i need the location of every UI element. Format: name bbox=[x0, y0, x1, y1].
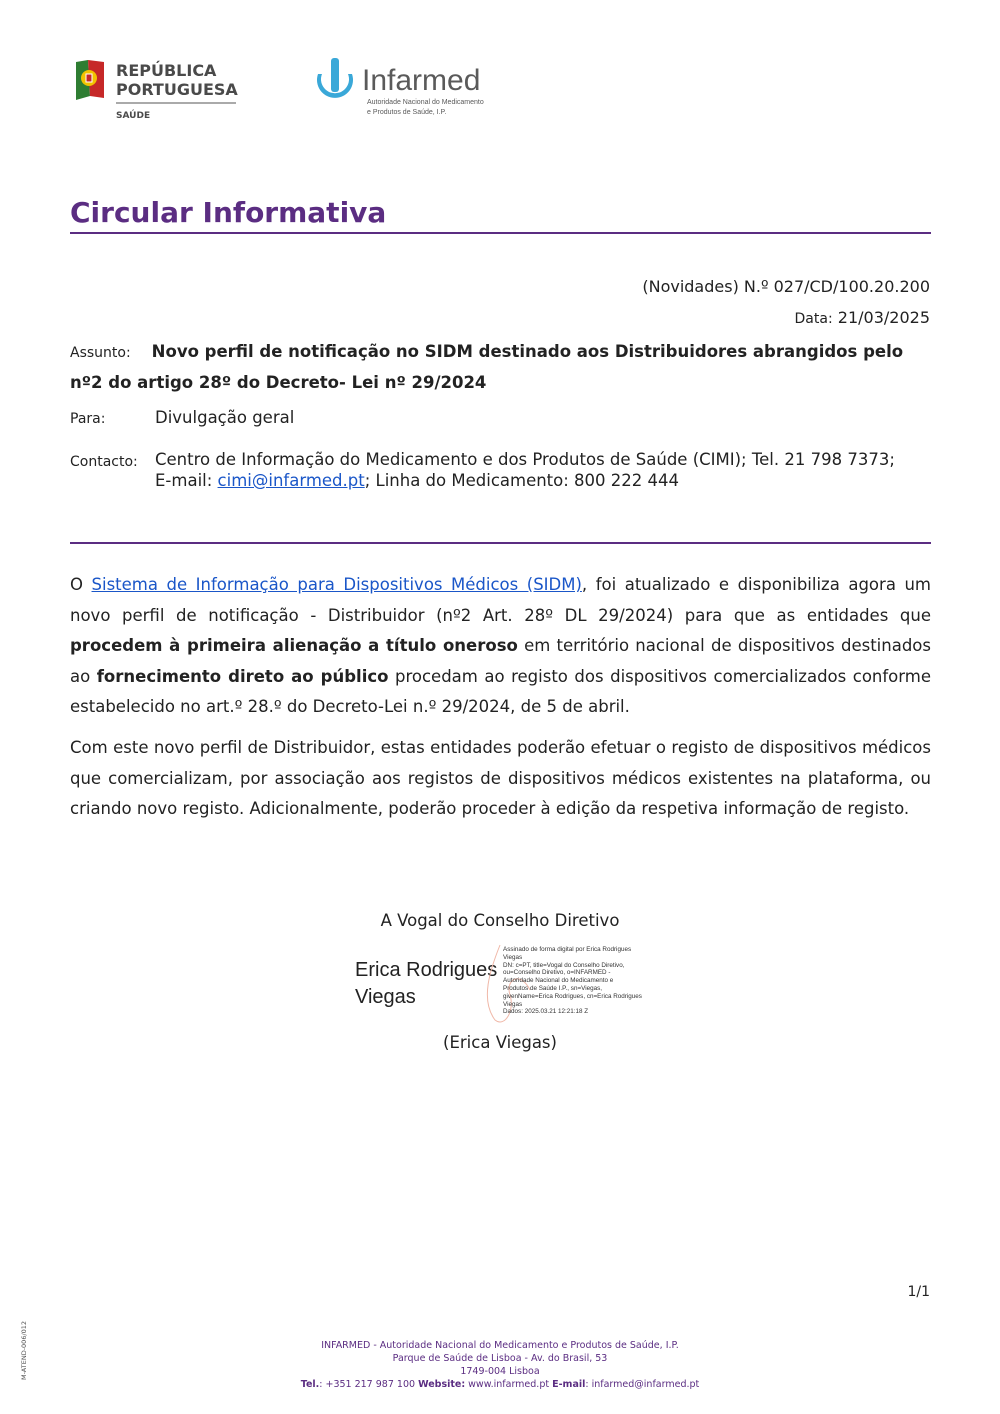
republica-portuguesa-logo bbox=[70, 56, 245, 124]
footer-tel: : +351 217 987 100 bbox=[319, 1379, 419, 1390]
date-value: 21/03/2025 bbox=[837, 308, 930, 327]
subject-text: Novo perfil de notificação no SIDM destinado aos Distribuidores abrangidos pelo nº2 do artigo 28º do Decreto- Lei nº 29/2024 bbox=[70, 342, 904, 392]
logo-line1: REPÚBLICA bbox=[116, 61, 217, 80]
footer-line3: 1749-004 Lisboa bbox=[460, 1366, 540, 1377]
p1-text-1: O bbox=[70, 575, 92, 594]
document-date bbox=[795, 308, 930, 327]
form-code: M-ATEND-006/012 bbox=[20, 1320, 28, 1380]
signature-title: A Vogal do Conselho Diretivo bbox=[380, 911, 620, 930]
title-divider bbox=[70, 232, 931, 234]
contact-suffix: ; Linha do Medicamento: 800 222 444 bbox=[364, 471, 680, 490]
footer-email[interactable]: : infarmed@infarmed.pt bbox=[585, 1379, 700, 1390]
footer-line2: Parque de Saúde de Lisboa - Av. do Brasil, 53 bbox=[392, 1353, 608, 1364]
contact-line1: Centro de Informação do Medicamento e dos Produtos de Saúde (CIMI); Tel. 21 798 7373; bbox=[155, 450, 895, 469]
document-title: Circular Informativa bbox=[70, 196, 387, 229]
infarmed-tagline1: Autoridade Nacional do Medicamento bbox=[367, 99, 484, 106]
logo-line3: SAÚDE bbox=[116, 111, 151, 121]
signature-name-line2: Viegas bbox=[355, 986, 416, 1008]
sig-line: Viegas bbox=[503, 953, 523, 961]
signatory-name: (Erica Viegas) bbox=[443, 1033, 557, 1052]
reference-number: (Novidades) N.º 027/CD/100.20.200 bbox=[642, 277, 930, 296]
contact-label: Contacto: bbox=[70, 454, 138, 470]
footer-line1: INFARMED - Autoridade Nacional do Medicamento e Produtos de Saúde, I.P. bbox=[321, 1340, 679, 1351]
p1-text-2: , foi atualizado e disponibiliza agora um novo perfil de notificação - Distribuidor (nº2 Art. 28º DL 29/2024) para que as entidades que bbox=[70, 575, 931, 625]
sig-line: givenName=Erica Rodrigues, cn=Erica Rodrigues bbox=[503, 992, 642, 1000]
footer-web[interactable]: www.infarmed.pt bbox=[465, 1379, 553, 1390]
sig-line: Dados: 2025.03.21 12:21:18 Z bbox=[503, 1008, 589, 1016]
footer-email-label: E-mail bbox=[552, 1379, 586, 1390]
sig-line: Viegas bbox=[503, 1000, 523, 1008]
footer-web-label: Website: bbox=[418, 1379, 466, 1390]
logo-line2: PORTUGUESA bbox=[116, 80, 238, 99]
sig-line: Autoridade Nacional do Medicamento e bbox=[503, 977, 614, 985]
sig-line: Produtos de Saúde I.P., sn=Viegas, bbox=[503, 984, 603, 992]
contact-value bbox=[155, 449, 931, 491]
p1-bold-1: procedem à primeira alienação a título oneroso bbox=[70, 636, 518, 655]
body-paragraph-2: Com este novo perfil de Distribuidor, estas entidades poderão efetuar o registo de dispositivos médicos que comercializam, por associação aos registos de dispositivos médicos existentes na plataforma, ou criando novo registo. Adicionalmente, poderão proceder à edição da respetiva informação de registo. bbox=[70, 738, 931, 818]
digital-signature-details bbox=[503, 946, 653, 1016]
contact-email-link[interactable]: cimi@infarmed.pt bbox=[217, 471, 365, 490]
infarmed-tagline2: e Produtos de Saúde, I.P. bbox=[367, 109, 447, 116]
recipient-row bbox=[70, 408, 931, 427]
sig-line: ou=Conselho Diretivo, o=INFARMED - bbox=[503, 969, 611, 977]
p1-bold-2: fornecimento direto ao público bbox=[96, 666, 389, 686]
subject-label: Assunto: bbox=[70, 345, 131, 361]
infarmed-name: Infarmed bbox=[362, 64, 481, 97]
recipient-label: Para: bbox=[70, 411, 106, 427]
p1-text-4: procedam ao registo dos dispositivos comercializados conforme estabelecido no art.º 28.º do Decreto-Lei n.º 29/2024, de 5 de abril. bbox=[70, 666, 931, 716]
sig-line: Assinado de forma digital por Erica Rodrigues bbox=[503, 946, 632, 953]
signature-name-line1: Erica Rodrigues bbox=[355, 959, 498, 981]
header-divider bbox=[70, 542, 931, 544]
infarmed-logo bbox=[312, 56, 502, 120]
contact-email-prefix: E-mail: bbox=[155, 471, 218, 490]
sig-line: DN: c=PT, title=Vogal do Conselho Diretivo, bbox=[503, 961, 625, 969]
footer bbox=[0, 1339, 1000, 1391]
date-label: Data: bbox=[794, 311, 833, 327]
body-paragraph-1 bbox=[70, 570, 931, 723]
sidm-link[interactable]: Sistema de Informação para Dispositivos Médicos (SIDM) bbox=[91, 575, 582, 594]
footer-line4 bbox=[0, 1378, 1000, 1391]
page-number: 1/1 bbox=[907, 1284, 930, 1300]
p1-text-3: em território nacional de dispositivos destinados ao bbox=[70, 636, 931, 686]
recipient-value: Divulgação geral bbox=[155, 408, 295, 427]
footer-tel-label: Tel. bbox=[300, 1379, 320, 1390]
subject-block bbox=[70, 337, 931, 398]
